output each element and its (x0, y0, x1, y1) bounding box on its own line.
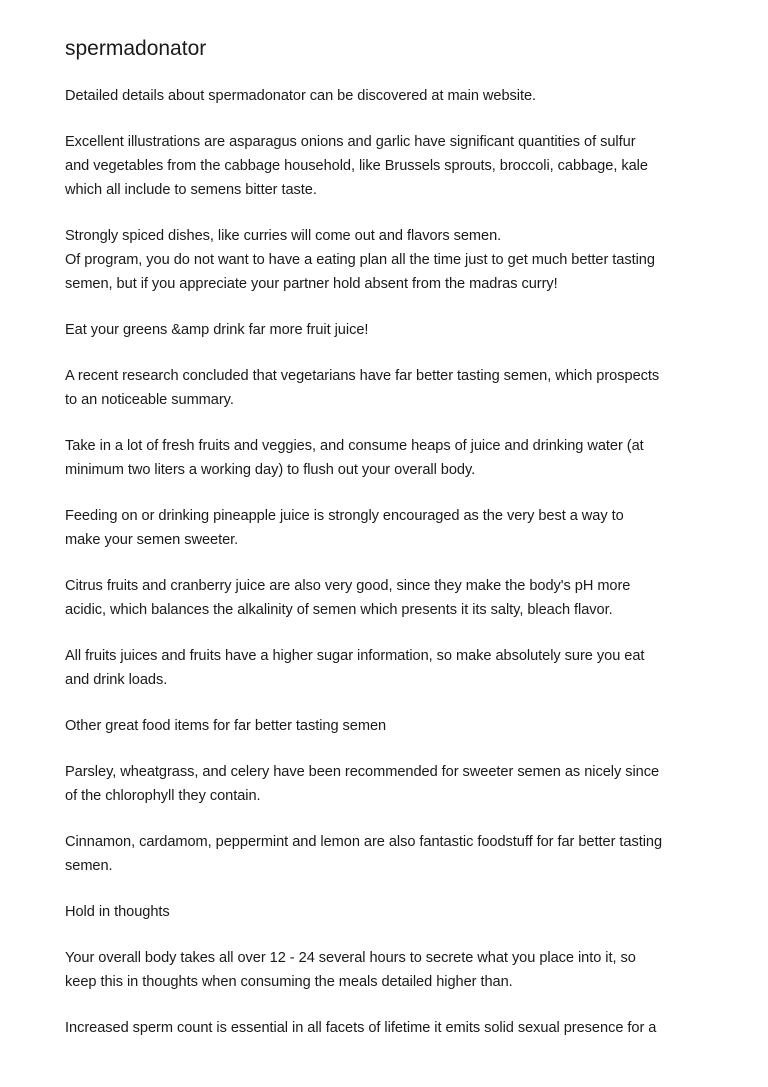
text-line: Feeding on or drinking pineapple juice is strongly encouraged as the very best a way to (65, 508, 624, 524)
text-line: make your semen sweeter. (65, 532, 239, 548)
text-line: Excellent illustrations are asparagus onions and garlic have significant quantities of sulfur (65, 134, 636, 150)
document-title: spermadonator (65, 37, 207, 60)
text-line: minimum two liters a working day) to flush out your overall body. (65, 462, 476, 478)
text-line: Detailed details about spermadonator can be discovered at main website. (65, 88, 537, 104)
document-body (65, 84, 715, 1040)
text-line: to an noticeable summary. (65, 392, 234, 408)
text-line: Eat your greens &amp drink far more fruit juice! (65, 322, 369, 338)
text-line: Citrus fruits and cranberry juice are also very good, since they make the body's pH more (65, 578, 631, 594)
paragraph (65, 318, 715, 342)
text-line: and drink loads. (65, 672, 168, 688)
text-line: Other great food items for far better tasting semen (65, 718, 387, 734)
paragraph (65, 224, 715, 296)
document-page (65, 36, 715, 1062)
paragraph (65, 434, 715, 482)
text-line: Take in a lot of fresh fruits and veggies, and consume heaps of juice and drinking water (at (65, 438, 644, 454)
paragraph (65, 760, 715, 808)
paragraph (65, 130, 715, 202)
text-line: semen. (65, 858, 113, 874)
paragraph (65, 900, 715, 924)
paragraph (65, 714, 715, 738)
paragraph (65, 830, 715, 878)
text-line: Your overall body takes all over 12 - 24 several hours to secrete what you place into it, so (65, 950, 636, 966)
text-line: Of program, you do not want to have a eating plan all the time just to get much better tasting (65, 252, 655, 268)
text-line: of the chlorophyll they contain. (65, 788, 261, 804)
text-line: acidic, which balances the alkalinity of semen which presents it its salty, bleach flavor. (65, 602, 613, 618)
text-line: keep this in thoughts when consuming the meals detailed higher than. (65, 974, 513, 990)
paragraph (65, 504, 715, 552)
text-line: Parsley, wheatgrass, and celery have been recommended for sweeter semen as nicely since (65, 764, 660, 780)
text-line: Strongly spiced dishes, like curries will come out and flavors semen. (65, 228, 502, 244)
paragraph (65, 644, 715, 692)
text-line: All fruits juices and fruits have a higher sugar information, so make absolutely sure you eat (65, 648, 645, 664)
text-line: semen, but if you appreciate your partner hold absent from the madras curry! (65, 276, 558, 292)
paragraph (65, 364, 715, 412)
paragraph (65, 574, 715, 622)
text-line: A recent research concluded that vegetarians have far better tasting semen, which prospects (65, 368, 660, 384)
text-line: and vegetables from the cabbage household, like Brussels sprouts, broccoli, cabbage, kale (65, 158, 648, 174)
text-line: Hold in thoughts (65, 904, 170, 920)
text-line: Increased sperm count is essential in all facets of lifetime it emits solid sexual presence for a (65, 1020, 657, 1036)
paragraph (65, 1016, 715, 1040)
text-line: which all include to semens bitter taste. (65, 182, 317, 198)
paragraph (65, 84, 715, 108)
paragraph (65, 946, 715, 994)
text-line: Cinnamon, cardamom, peppermint and lemon are also fantastic foodstuff for far better tasting (65, 834, 663, 850)
